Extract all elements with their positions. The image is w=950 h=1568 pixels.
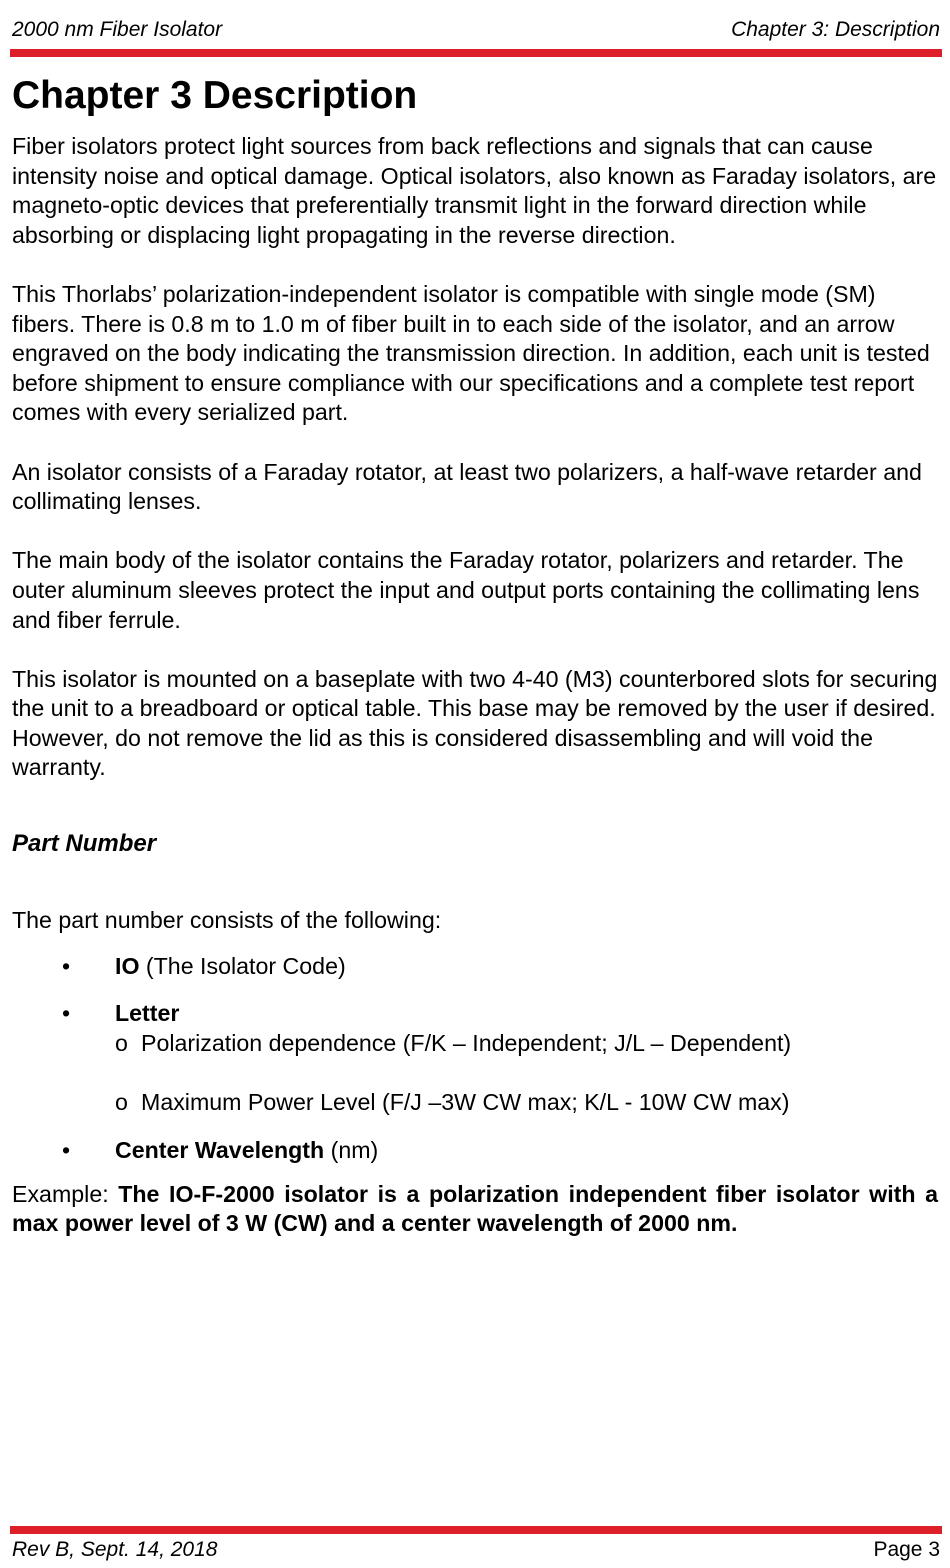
example-label: Example: [12, 1180, 119, 1207]
part-number-heading: Part Number [12, 830, 157, 858]
revision-label: Rev B, Sept. 14, 2018 [12, 1538, 218, 1561]
paragraph-main-body: The main body of the isolator contains the Faraday rotator, polarizers and retarder. The outer aluminum sleeves protect the input and output ports containing the collimating lens and fiber ferrule. [12, 547, 920, 633]
chapter-label: Chapter 3: Description [731, 18, 940, 41]
list-item [12, 1136, 938, 1166]
part-detail: (The Isolator Code) [139, 952, 346, 979]
document-title: 2000 nm Fiber Isolator [12, 18, 223, 41]
circle-bullet-icon: o [115, 1029, 128, 1056]
sub-item-text: Polarization dependence (F/K – Independent; J/L – Dependent) [141, 1029, 792, 1056]
footer-rule [10, 1526, 942, 1534]
page-footer [12, 1538, 940, 1566]
list-item [12, 999, 938, 1118]
bullet-icon: • [62, 1000, 71, 1027]
sub-list [115, 1029, 938, 1118]
page-header [12, 18, 940, 48]
chapter-heading: Chapter 3 Description [12, 74, 418, 117]
page-number: Page 3 [873, 1538, 940, 1561]
circle-bullet-icon: o [115, 1089, 128, 1116]
part-number-intro: The part number consists of the following: [12, 907, 442, 934]
part-term: Center Wavelength [115, 1137, 325, 1164]
page-body [12, 70, 938, 1239]
sub-item-text: Maximum Power Level (F/J –3W CW max; K/L - 10W CW max) [141, 1089, 790, 1116]
paragraph-mounting: This isolator is mounted on a baseplate with two 4-40 (M3) counterbored slots for securing the unit to a breadboard or optical table. This base may be removed by the user if desired. However, do not remove the lid as this is considered disassembling and will void the warranty. [12, 665, 938, 781]
bullet-icon: • [62, 1137, 71, 1164]
paragraph-components: An isolator consists of a Faraday rotator, at least two polarizers, a half-wave retarder and collimating lenses. [12, 458, 922, 515]
part-term: Letter [115, 1000, 180, 1027]
example-text: The IO-F-2000 isolator is a polarization independent fiber isolator with a max power level of 3 W (CW) and a center wavelength of 2000 nm. [12, 1180, 938, 1237]
sub-list-item [115, 1029, 938, 1059]
sub-list-item [115, 1088, 938, 1118]
example-paragraph [12, 1180, 938, 1239]
part-number-list [12, 952, 938, 1166]
part-term: IO [115, 952, 140, 979]
part-detail: (nm) [324, 1137, 379, 1164]
paragraph-intro: Fiber isolators protect light sources from back reflections and signals that can cause intensity noise and optical damage. Optical isolators, also known as Faraday isolators, are magneto-optic devices that preferentially transmit light in the forward direction while absorbing or displacing light propagating in the reverse direction. [12, 133, 937, 248]
header-rule [10, 49, 942, 57]
list-item [12, 952, 938, 982]
paragraph-compatibility: This Thorlabs’ polarization-independent isolator is compatible with single mode (SM) fibers. There is 0.8 m to 1.0 m of fiber built in to each side of the isolator, and an arrow engraved on the body indicating the transmission direction. In addition, each unit is tested before shipment to ensure compliance with our specifications and a complete test report comes with every serialized part. [12, 280, 930, 426]
bullet-icon: • [62, 952, 71, 979]
